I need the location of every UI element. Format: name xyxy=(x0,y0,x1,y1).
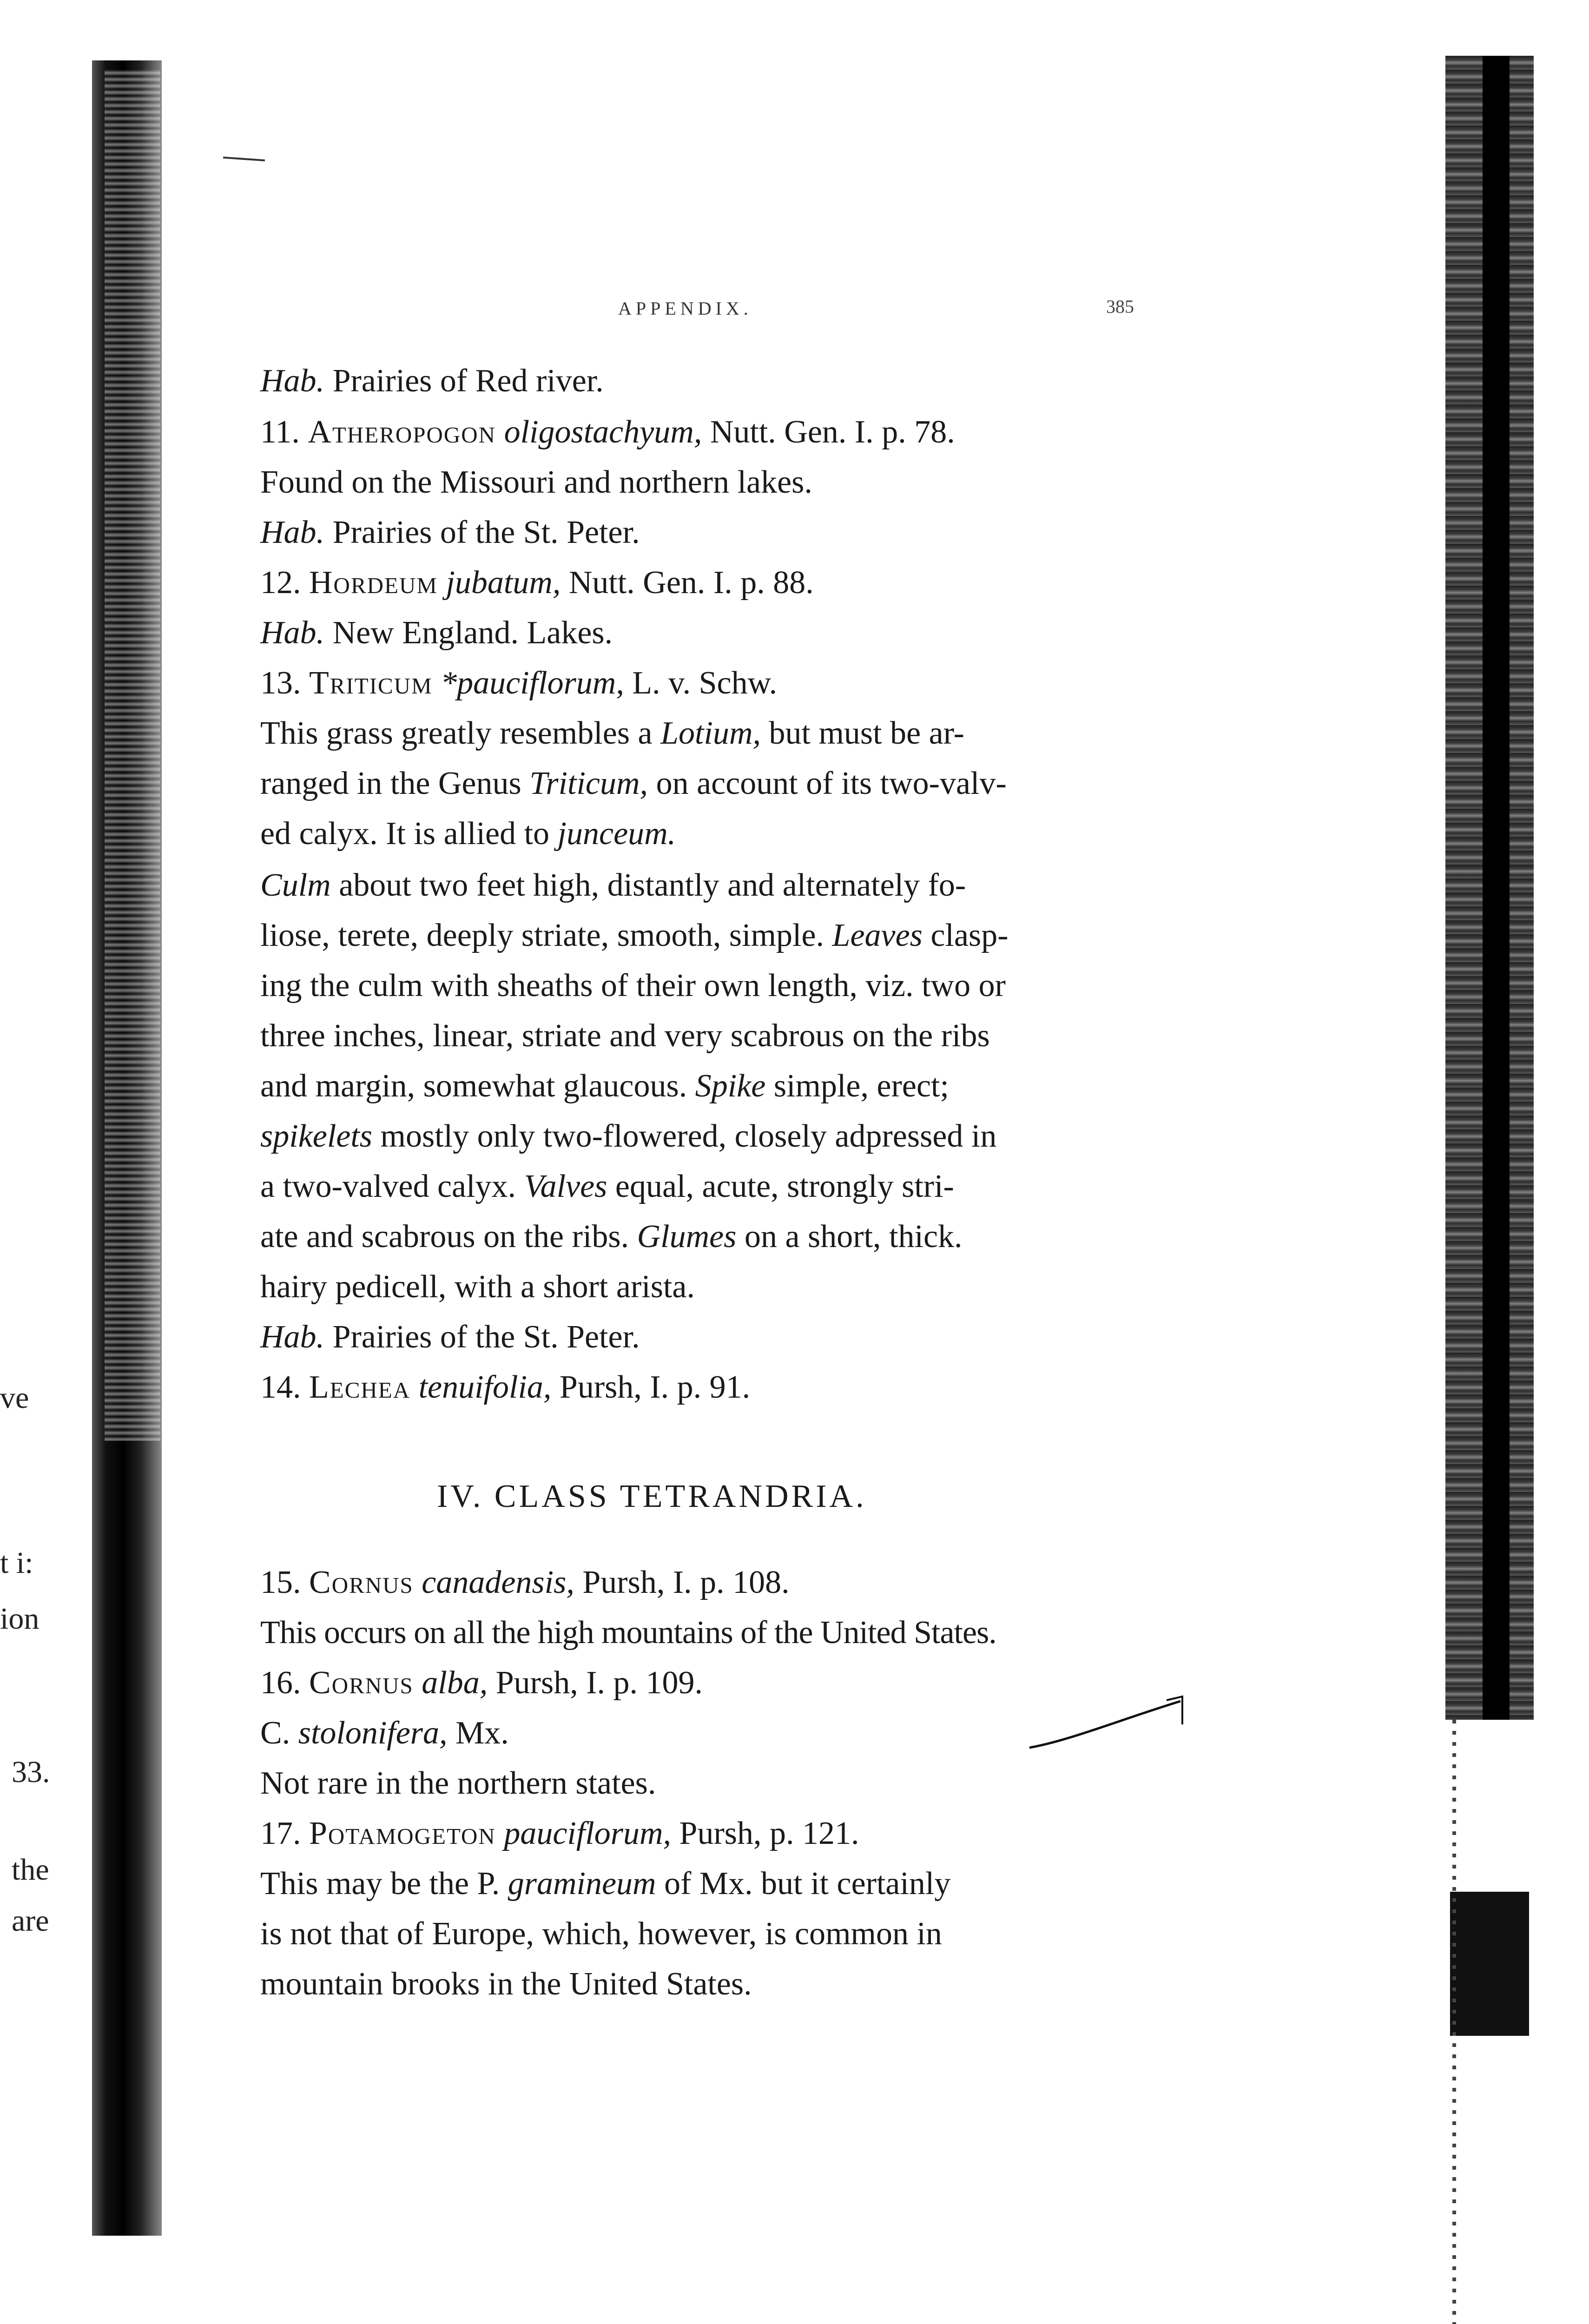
bleed-fragment: ve xyxy=(0,1381,29,1415)
text-line: Culm about two feet high, distantly and alternately fo- xyxy=(260,867,966,903)
margin-mark xyxy=(223,157,265,161)
text-line: Hab. Prairies of the St. Peter. xyxy=(260,1319,640,1355)
text-line: and margin, somewhat glaucous. Spike simple, erect; xyxy=(260,1068,949,1104)
text-line: mountain brooks in the United States. xyxy=(260,1966,752,2002)
bleed-fragment: the xyxy=(12,1853,49,1887)
species-entry: 15. Cornus canadensis, Pursh, I. p. 108. xyxy=(260,1565,790,1600)
species-entry: 14. Lechea tenuifolia, Pursh, I. p. 91. xyxy=(260,1369,751,1405)
text-line: liose, terete, deeply striate, smooth, simple. Leaves clasp- xyxy=(260,918,1009,953)
species-entry: 12. Hordeum jubatum, Nutt. Gen. I. p. 88. xyxy=(260,565,814,601)
text-line: ate and scabrous on the ribs. Glumes on a short, thick. xyxy=(260,1219,963,1254)
text-line: is not that of Europe, which, however, is common in xyxy=(260,1916,942,1952)
text-line: Not rare in the northern states. xyxy=(260,1765,656,1801)
right-edge-dashes xyxy=(1452,1720,1456,2324)
text-line: ed calyx. It is allied to junceum. xyxy=(260,816,676,852)
pen-stroke-mark xyxy=(1027,1692,1185,1757)
text-line: hairy pedicell, with a short arista. xyxy=(260,1269,695,1305)
text-line: ing the culm with sheaths of their own length, viz. two or xyxy=(260,968,1006,1004)
text-line: Hab. Prairies of the St. Peter. xyxy=(260,515,640,550)
text-line: Found on the Missouri and northern lakes. xyxy=(260,464,812,500)
binding-texture xyxy=(105,70,160,1441)
text-line: three inches, linear, striate and very scabrous on the ribs xyxy=(260,1018,990,1054)
text-line: This grass greatly resembles a Lotium, but must be ar- xyxy=(260,715,964,751)
text-line: This may be the P. gramineum of Mx. but it certainly xyxy=(260,1866,951,1901)
species-entry: 17. Potamogeton pauciflorum, Pursh, p. 121. xyxy=(260,1816,859,1851)
species-entry: 13. Triticum *pauciflorum, L. v. Schw. xyxy=(260,665,778,701)
text-line: ranged in the Genus Triticum, on account of its two-valv- xyxy=(260,766,1007,801)
bleed-fragment: t i: xyxy=(0,1546,33,1580)
running-head: APPENDIX. xyxy=(618,298,752,319)
right-edge-block xyxy=(1450,1892,1529,2036)
text-line: C. stolonifera, Mx. xyxy=(260,1715,509,1751)
species-entry: 16. Cornus alba, Pursh, I. p. 109. xyxy=(260,1665,703,1701)
bleed-fragment: 33. xyxy=(12,1755,50,1789)
text-line: This occurs on all the high mountains of the United States. xyxy=(260,1615,996,1651)
text-line: spikelets mostly only two-flowered, closely adpressed in xyxy=(260,1118,997,1154)
species-entry: 11. Atheropogon oligostachyum, Nutt. Gen. I. p. 78. xyxy=(260,414,955,450)
right-edge-dark-bar xyxy=(1483,56,1510,1720)
bleed-fragment: are xyxy=(12,1904,49,1938)
page-number: 385 xyxy=(1106,296,1134,317)
text-line: Hab. Prairies of Red river. xyxy=(260,363,604,399)
bleed-fragment: ion xyxy=(0,1602,40,1636)
text-line: a two-valved calyx. Valves equal, acute, strongly stri- xyxy=(260,1169,954,1204)
section-heading: IV. CLASS TETRANDRIA. xyxy=(437,1479,867,1514)
text-line: Hab. New England. Lakes. xyxy=(260,615,613,651)
